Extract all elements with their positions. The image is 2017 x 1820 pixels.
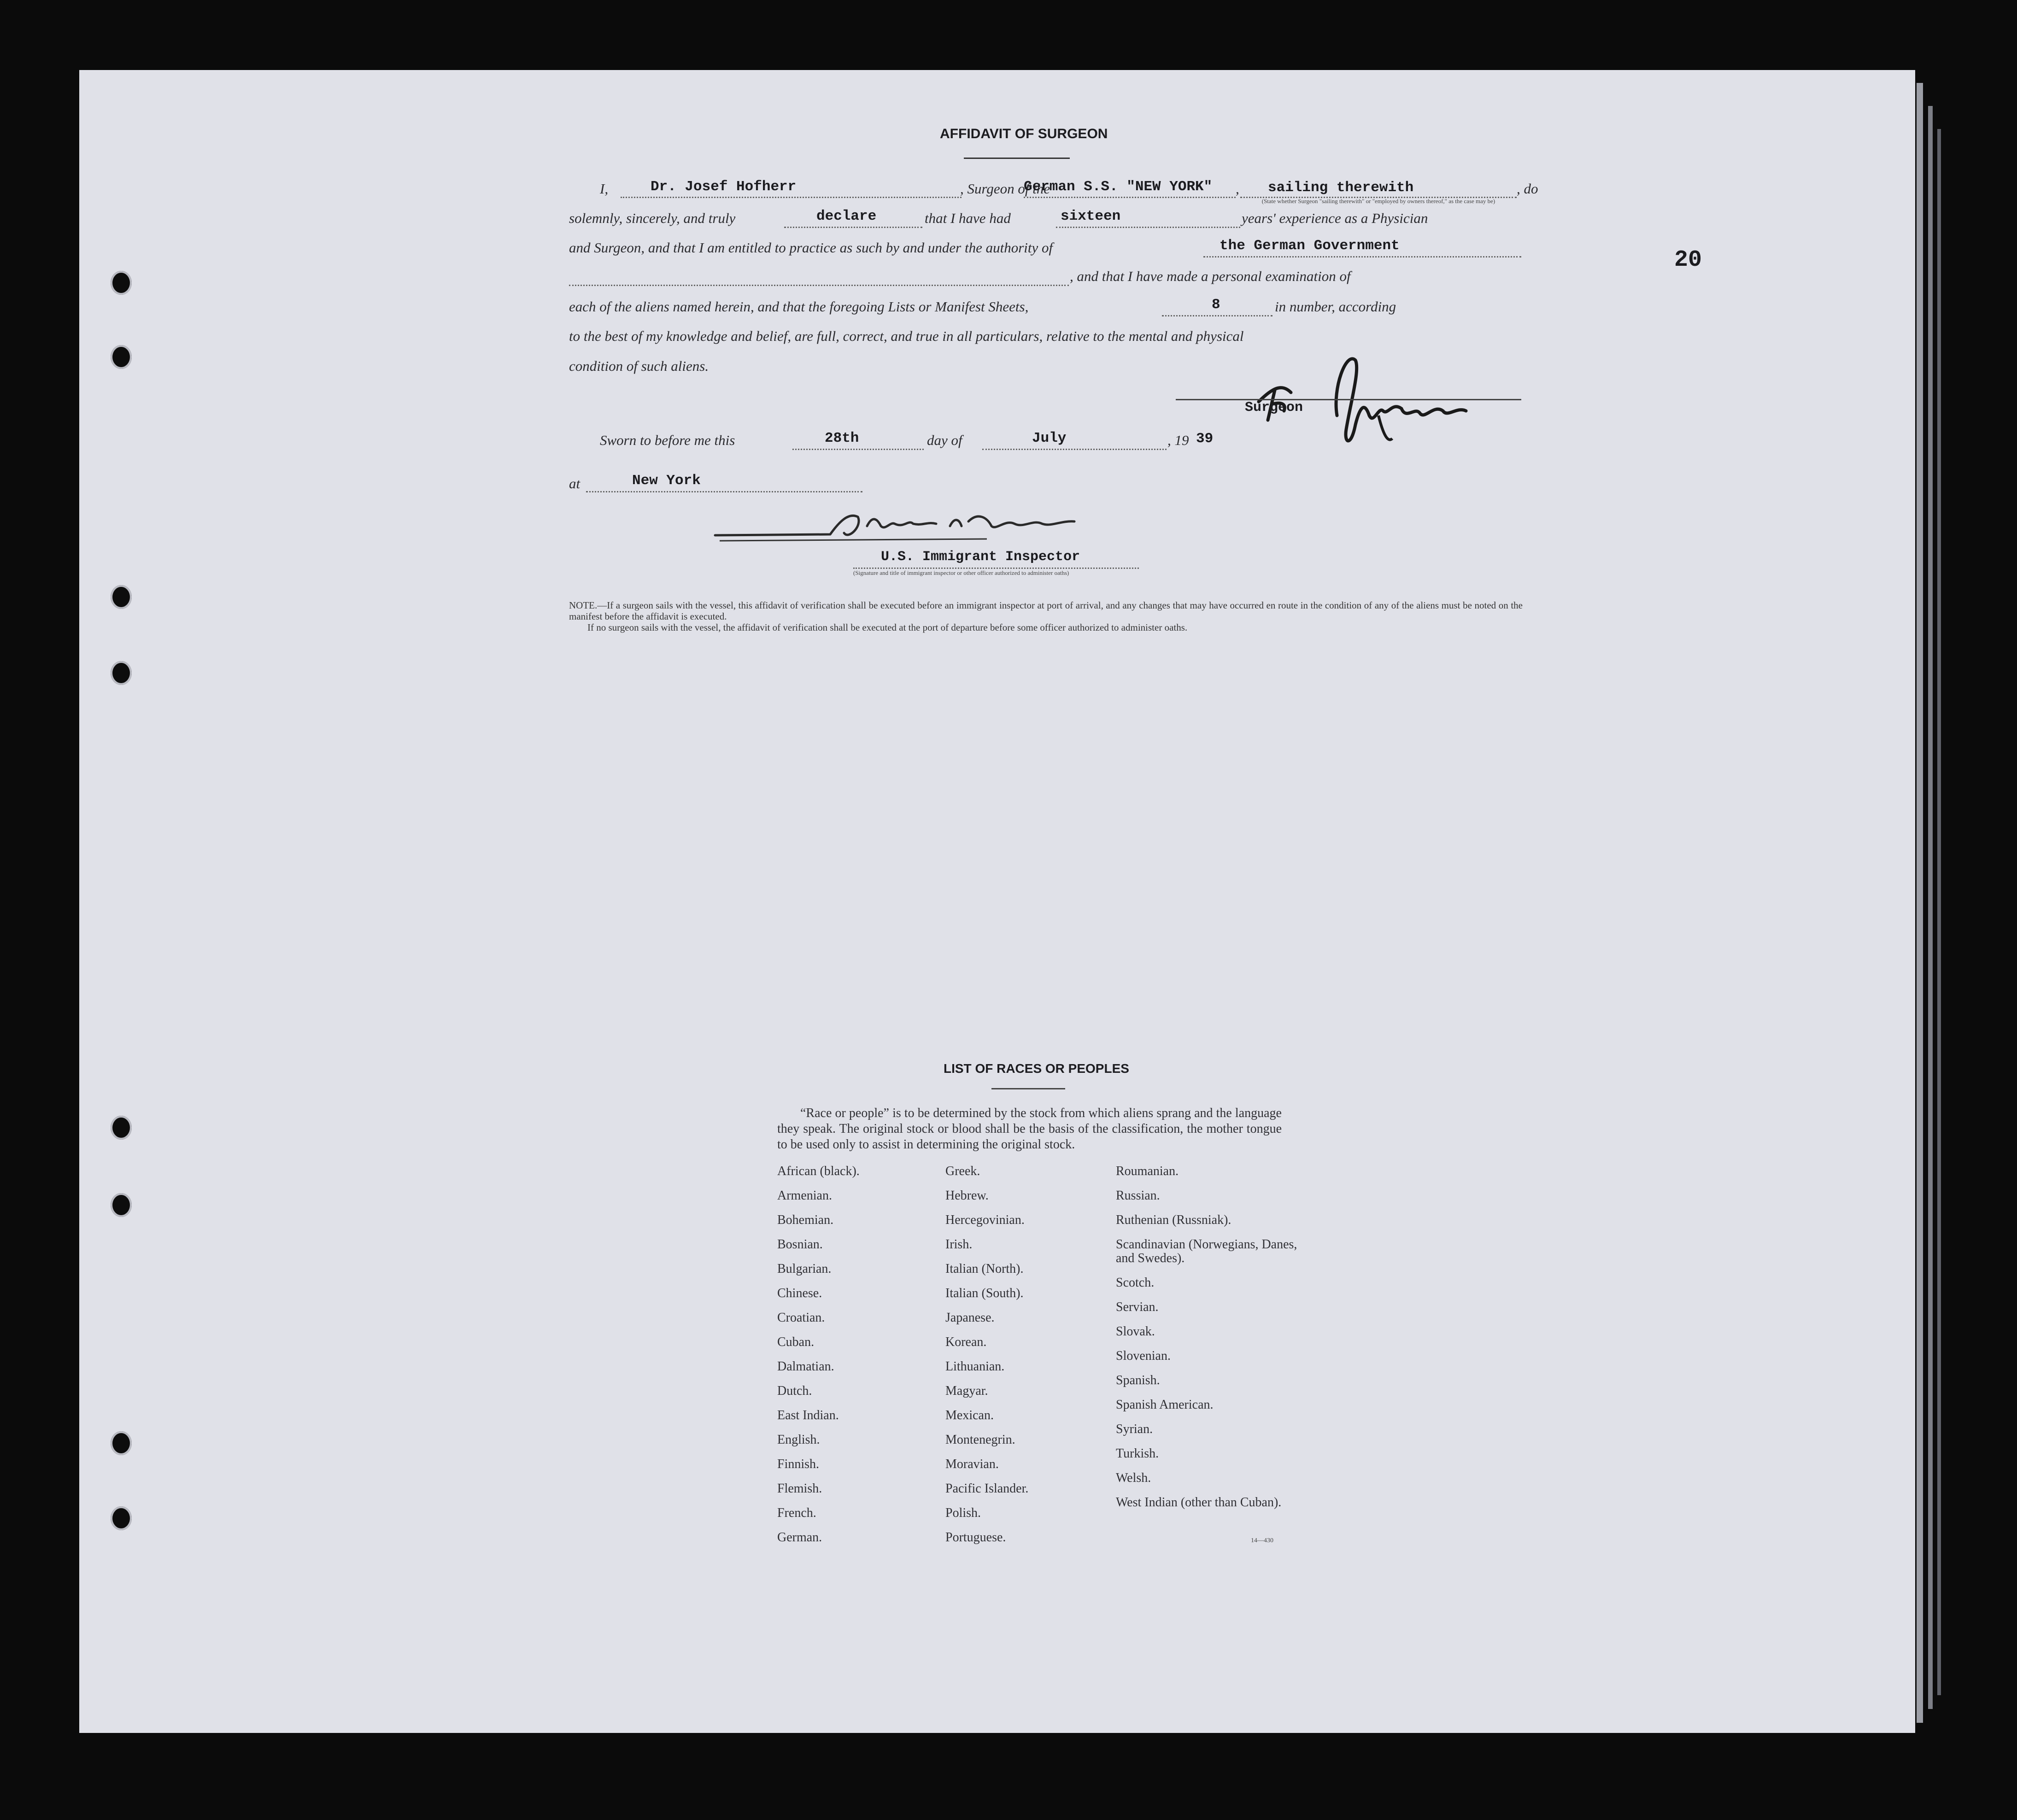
race-item: West Indian (other than Cuban). <box>1116 1495 1282 1510</box>
ship-line <box>1024 197 1236 198</box>
sworn-year: 39 <box>1196 431 1214 447</box>
manifest-page <box>79 70 1915 1733</box>
races-title: LIST OF RACES OR PEOPLES <box>944 1061 1129 1076</box>
race-item: Mexican. <box>945 1408 994 1422</box>
race-item: Japanese. <box>945 1311 995 1325</box>
race-item: Syrian. <box>1116 1422 1153 1436</box>
punch-hole <box>111 585 132 609</box>
race-item: Slovak. <box>1116 1324 1155 1339</box>
race-item: Portuguese. <box>945 1530 1006 1545</box>
sworn-month: July <box>1032 430 1067 446</box>
sailing-note: (State whether Surgeon "sailing therewith" or "employed by owners thereof," as the case may be) <box>1261 198 1495 205</box>
sworn-day: 28th <box>825 430 859 446</box>
race-item: Polish. <box>945 1506 981 1520</box>
authority-line-2 <box>569 285 1069 286</box>
ship-name: German S.S. "NEW YORK" <box>1024 179 1213 195</box>
surgeon-name: Dr. Josef Hofherr <box>651 179 797 195</box>
race-item: Welsh. <box>1116 1471 1151 1485</box>
punch-hole <box>111 1193 132 1217</box>
punch-hole <box>111 271 132 295</box>
text-best: to the best of my knowledge and belief, are full, correct, and true in all particulars, relative to the mental and physical <box>569 328 1244 344</box>
text-that: that I have had <box>925 210 1011 226</box>
race-item: Italian (North). <box>945 1262 1024 1276</box>
text-year: , 19 <box>1167 432 1189 448</box>
race-item: Dutch. <box>777 1384 812 1398</box>
race-item: Turkish. <box>1116 1446 1159 1461</box>
page-number: 20 <box>1674 247 1702 273</box>
race-item: African (black). <box>777 1164 860 1178</box>
sheets-field: 8 <box>1212 297 1220 313</box>
text-i: I, <box>600 181 609 197</box>
races-column-2 <box>945 1165 1111 1555</box>
races-column-1 <box>777 1165 943 1555</box>
race-item: East Indian. <box>777 1408 839 1422</box>
surgeon-label: Surgeon <box>1245 400 1303 415</box>
race-item: Ruthenian (Russniak). <box>1116 1213 1231 1227</box>
sworn-month-line <box>982 449 1167 450</box>
races-title-rule <box>991 1088 1065 1089</box>
affidavit-note <box>569 600 1523 633</box>
years-field: sixteen <box>1061 208 1121 224</box>
race-item: Korean. <box>945 1335 987 1349</box>
race-item: Flemish. <box>777 1481 822 1496</box>
race-item: Irish. <box>945 1237 973 1252</box>
race-item: Roumanian. <box>1116 1164 1179 1178</box>
race-item: Armenian. <box>777 1188 832 1203</box>
race-item: Dalmatian. <box>777 1359 834 1374</box>
text-condition: condition of such aliens. <box>569 358 709 374</box>
affidavit-title: AFFIDAVIT OF SURGEON <box>940 126 1108 141</box>
form-code: 14—430 <box>1251 1537 1273 1544</box>
race-item: Chinese. <box>777 1286 822 1300</box>
race-item: Pacific Islander. <box>945 1481 1029 1496</box>
race-item: Bohemian. <box>777 1213 834 1227</box>
text-surgeon-of: , Surgeon of the <box>960 181 1050 197</box>
race-item: Cuban. <box>777 1335 815 1349</box>
race-item: French. <box>777 1506 816 1520</box>
text-dayof: day of <box>927 432 962 448</box>
race-item: Montenegrin. <box>945 1433 1015 1447</box>
race-item: Slovenian. <box>1116 1349 1171 1363</box>
race-item: English. <box>777 1433 820 1447</box>
race-item: Scotch. <box>1116 1276 1155 1290</box>
race-item: Greek. <box>945 1164 980 1178</box>
sheets-line <box>1162 315 1272 316</box>
races-intro: “Race or people” is to be determined by the stock from which aliens sprang and the language they speak. The original stock or blood shall be the basis of the classification, the mother tongue to be used only to assist in determining the original stock. <box>777 1106 1282 1152</box>
place-field: New York <box>632 473 701 489</box>
inspector-label: U.S. Immigrant Inspector <box>881 549 1080 565</box>
title-rule <box>964 158 1070 159</box>
text-made: , and that I have made a personal examination of <box>1070 268 1351 284</box>
race-item: Finnish. <box>777 1457 820 1471</box>
text-comma: , <box>1236 181 1239 197</box>
punch-hole <box>111 661 132 685</box>
race-item: Spanish American. <box>1116 1398 1214 1412</box>
race-item: Bulgarian. <box>777 1262 832 1276</box>
text-at: at <box>569 475 580 492</box>
text-and-surgeon: and Surgeon, and that I am entitled to practice as such by and under the authority of <box>569 240 1053 256</box>
race-item: Scandinavian (Norwegians, Danes, and Swedes). <box>1116 1237 1297 1265</box>
authority-field: the German Government <box>1220 238 1400 254</box>
race-item: Italian (South). <box>945 1286 1024 1300</box>
race-item: Croatian. <box>777 1311 825 1325</box>
declare-field: declare <box>816 208 877 224</box>
race-item: Servian. <box>1116 1300 1159 1314</box>
note-paragraph-1: NOTE.—If a surgeon sails with the vessel, this affidavit of verification shall be executed before an immigrant inspector at port of arrival, and any changes that may have occurred en route in the condition of any of the aliens must be noted on the manifest before the affidavit is executed. <box>569 600 1523 622</box>
text-number: in number, according <box>1275 298 1396 315</box>
race-item: German. <box>777 1530 822 1545</box>
text-each: each of the aliens named herein, and that the foregoing Lists or Manifest Sheets, <box>569 298 1029 315</box>
place-line <box>586 491 862 492</box>
page-edge-3 <box>1937 129 1941 1695</box>
text-sworn: Sworn to before me this <box>600 432 735 448</box>
punch-hole <box>111 1506 132 1530</box>
surgeon-signature-line <box>1176 399 1521 400</box>
punch-hole <box>111 345 132 369</box>
surgeon-name-line <box>621 197 962 198</box>
race-item: Moravian. <box>945 1457 999 1471</box>
punch-hole <box>111 1431 132 1455</box>
race-item: Hercegovinian. <box>945 1213 1025 1227</box>
race-item: Hebrew. <box>945 1188 989 1203</box>
sailing-status: sailing therewith <box>1268 180 1414 196</box>
inspector-note: (Signature and title of immigrant inspector or other officer authorized to administer oaths) <box>853 569 1069 576</box>
authority-line <box>1203 256 1521 257</box>
text-do: , do <box>1517 181 1538 197</box>
punch-hole <box>111 1116 132 1140</box>
race-item: Bosnian. <box>777 1237 823 1252</box>
declare-line <box>784 227 922 228</box>
race-item: Spanish. <box>1116 1373 1160 1387</box>
races-column-3 <box>1116 1165 1300 1520</box>
inspector-signature <box>710 498 1125 549</box>
text-solemnly: solemnly, sincerely, and truly <box>569 210 736 226</box>
page-edge-2 <box>1928 106 1933 1709</box>
years-line <box>1056 227 1240 228</box>
sworn-day-line <box>792 449 924 450</box>
inspector-line <box>853 568 1139 569</box>
text-years: years' experience as a Physician <box>1242 210 1428 226</box>
race-item: Lithuanian. <box>945 1359 1005 1374</box>
race-item: Russian. <box>1116 1188 1160 1203</box>
note-paragraph-2: If no surgeon sails with the vessel, the affidavit of verification shall be executed at the port of departure before some officer authorized to administer oaths. <box>587 622 1188 633</box>
page-edge-1 <box>1917 83 1923 1723</box>
race-item: Magyar. <box>945 1384 988 1398</box>
